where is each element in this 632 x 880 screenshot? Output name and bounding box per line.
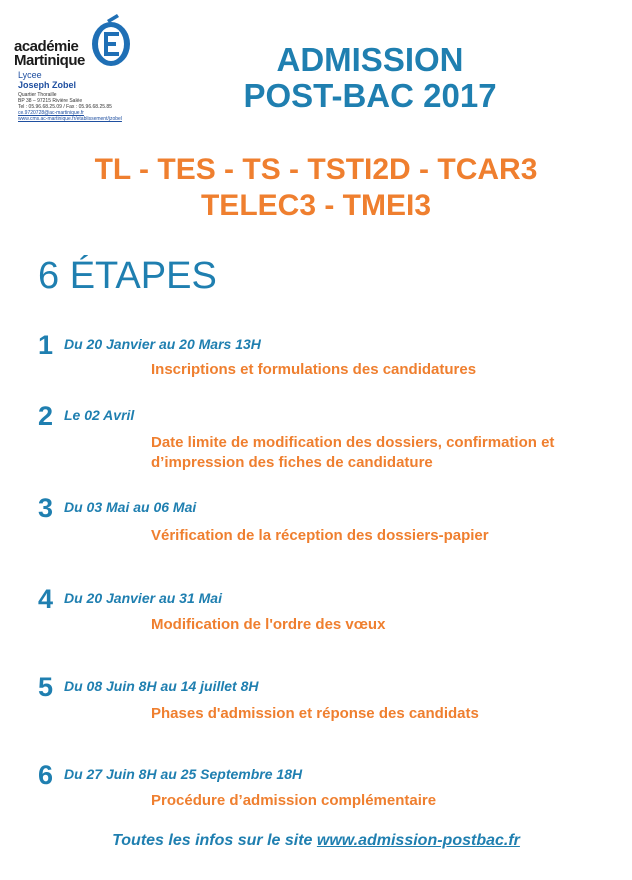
step-number: 3 xyxy=(38,493,54,523)
school-email-link[interactable]: ce.9720728@ac-martinique.fr xyxy=(18,110,84,116)
step-number: 6 xyxy=(38,760,54,790)
logo-word-academie: académie xyxy=(14,38,79,55)
steps-heading: 6 ÉTAPES xyxy=(38,255,217,297)
step-date: Le 02 Avril xyxy=(64,407,135,423)
step-description: Date limite de modification des dossiers, confirmation et d’impression des fiches de candidature xyxy=(151,434,555,471)
page-title: ADMISSION POST-BAC 2017 xyxy=(243,41,497,114)
marianne-e-icon xyxy=(89,14,133,68)
step-date: Du 20 Janvier au 20 Mars 13H xyxy=(64,336,261,352)
step-description: Phases d'admission et réponse des candidats xyxy=(151,705,479,722)
logo-wordmark xyxy=(14,40,85,68)
step-number: 5 xyxy=(38,672,54,702)
step-date: Du 20 Janvier au 31 Mai xyxy=(64,590,222,606)
step-date: Du 03 Mai au 06 Mai xyxy=(64,499,197,515)
step-description: Inscriptions et formulations des candidatures xyxy=(151,361,477,378)
school-contact: Quartier Thoraille BP 38 – 97215 Rivière Salée Tel : 05.96.68.25.09 / Fax : 05.96.68.25.85 ce.9720728@ac-martinique.fr www.cms.ac-martinique.fr/etablissement/jzobel xyxy=(18,92,154,122)
series-list: TL - TES - TS - TSTI2D - TCAR3 TELEC3 - TMEI3 xyxy=(94,153,538,222)
step-number: 1 xyxy=(38,330,54,360)
step-description: Modification de l'ordre des vœux xyxy=(151,616,386,633)
footer-info: Toutes les infos sur le site www.admission-postbac.fr xyxy=(112,832,520,849)
academy-logo xyxy=(14,14,154,122)
postbac-website-link[interactable]: www.admission-postbac.fr xyxy=(316,832,520,849)
step-number: 4 xyxy=(38,584,54,614)
school-website-link[interactable]: www.cms.ac-martinique.fr/etablissement/jzobel xyxy=(18,116,122,122)
step-number: 2 xyxy=(38,401,54,431)
step-date: Du 08 Juin 8H au 14 juillet 8H xyxy=(64,678,259,694)
step-description: Vérification de la réception des dossiers-papier xyxy=(151,527,489,544)
school-name: Lycee Joseph Zobel xyxy=(18,70,77,90)
logo-word-martinique: Martinique xyxy=(14,52,85,69)
step-description: Procédure d’admission complémentaire xyxy=(151,792,437,809)
step-date: Du 27 Juin 8H au 25 Septembre 18H xyxy=(64,766,303,782)
